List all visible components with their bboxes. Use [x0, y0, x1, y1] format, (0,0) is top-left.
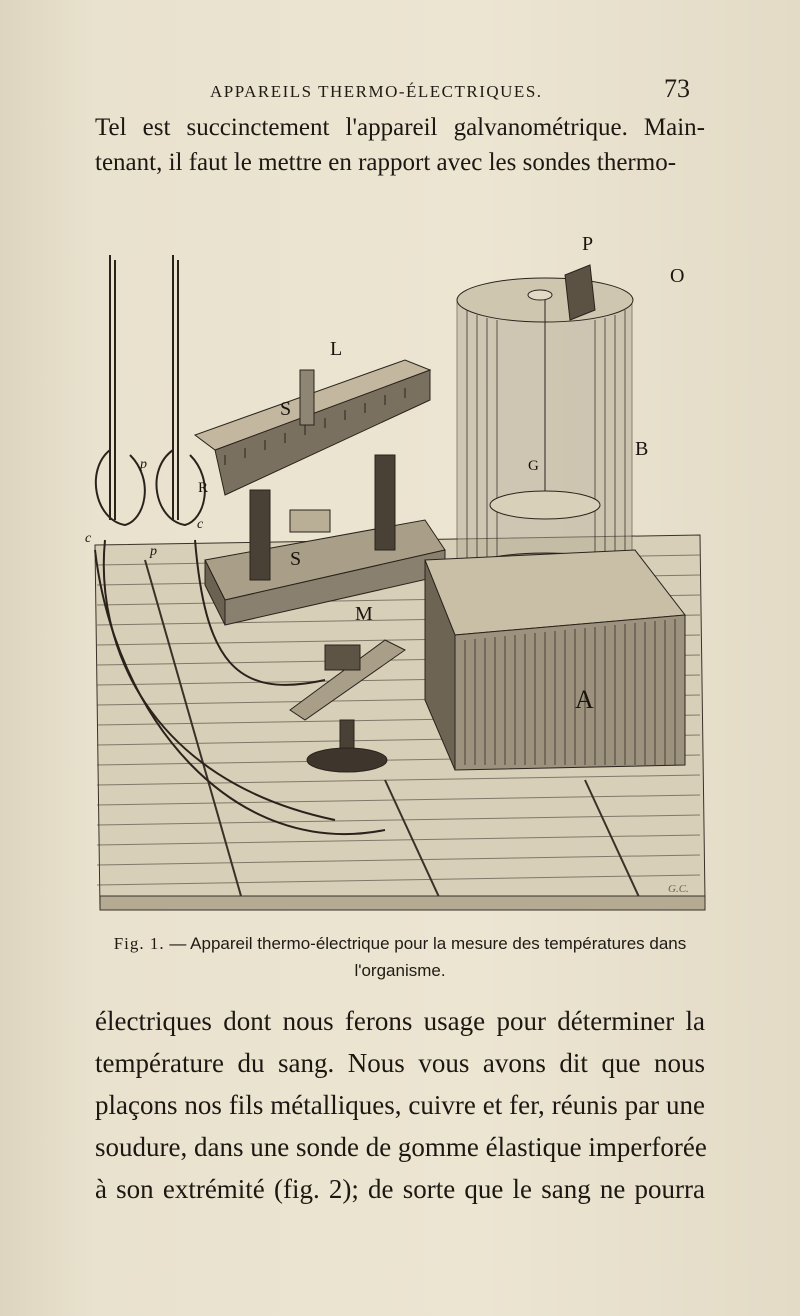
engraver-signature: G.C. — [668, 883, 689, 895]
page-number: 73 — [664, 74, 690, 103]
text-line: tenant, il faut le mettre en rapport avec les sondes thermo- — [95, 149, 677, 176]
label-s1: S — [280, 398, 292, 420]
engraving — [85, 220, 710, 920]
label-b: B — [635, 438, 649, 460]
figure-illustration — [85, 220, 710, 920]
label-g: G — [528, 458, 539, 474]
text-line: Tel est succinctement l'appareil galvanométrique. Main- — [95, 114, 705, 141]
running-head — [210, 74, 690, 110]
caption-label: Fig. 1. — [113, 934, 165, 953]
running-title: APPAREILS THERMO-ÉLECTRIQUES. — [210, 82, 543, 101]
label-c1: c — [85, 531, 92, 546]
label-p2: p — [150, 544, 157, 559]
text-line: à son extrémité (fig. 2); de sorte que le sang ne pourra — [95, 1174, 705, 1204]
text-line: température du sang. Nous vous avons dit que nous — [95, 1048, 705, 1078]
label-c2: c — [197, 517, 204, 532]
label-p1: p — [140, 457, 147, 472]
figure-caption — [95, 930, 705, 984]
label-l: L — [330, 338, 343, 360]
intro-paragraph — [95, 110, 705, 180]
label-p: P — [582, 233, 594, 255]
body-paragraph — [95, 1000, 705, 1210]
label-r: R — [198, 480, 209, 496]
text-line: plaçons nos fils métalliques, cuivre et fer, réunis par une — [95, 1090, 705, 1120]
wooden-box — [425, 550, 685, 770]
text-line: soudure, dans une sonde de gomme élastique imperforée — [95, 1132, 707, 1162]
glass-cylinder — [457, 265, 633, 597]
caption-text: — Appareil thermo-électrique pour la mesure des températures dans l'organisme. — [164, 934, 687, 980]
label-m: M — [355, 603, 373, 625]
label-o: O — [670, 265, 685, 287]
label-a: A — [575, 685, 594, 714]
label-s2: S — [290, 548, 302, 570]
text-line: électriques dont nous ferons usage pour déterminer la — [95, 1006, 705, 1036]
